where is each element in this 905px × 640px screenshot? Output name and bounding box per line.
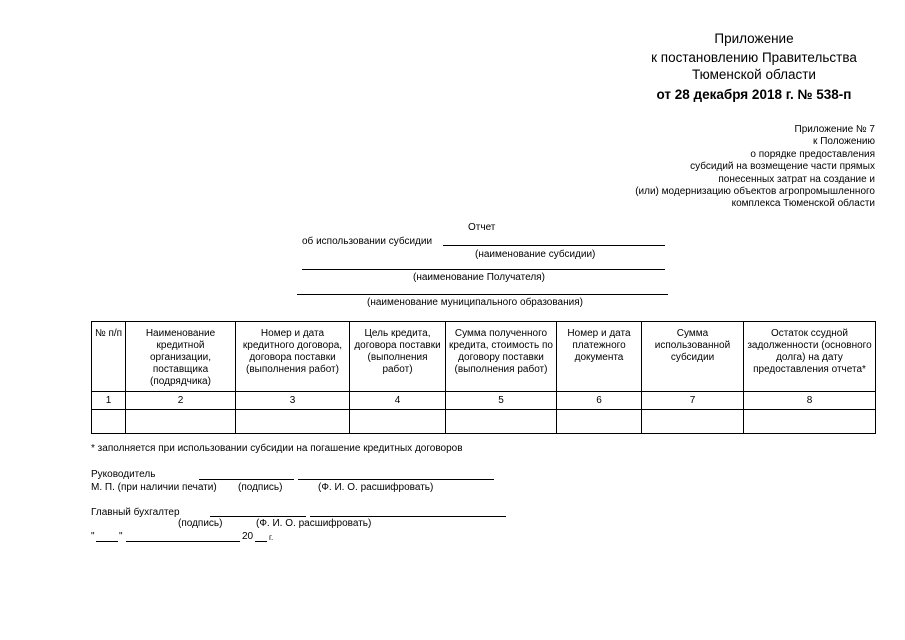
table-header-row xyxy=(92,322,876,392)
annex-line: (или) модернизацию объектов агропромышленного xyxy=(635,186,875,198)
table-cell xyxy=(446,410,557,434)
date-year-prefix: 20 xyxy=(242,531,254,542)
header-date-number: от 28 декабря 2018 г. № 538-п xyxy=(656,87,852,102)
column-header: № п/п xyxy=(92,322,126,392)
stamp-label: М. П. (при наличии печати) xyxy=(91,482,217,493)
column-header: Сумма использованной субсидии xyxy=(642,322,744,392)
subsidy-prefix: об использовании субсидии xyxy=(302,236,433,247)
annex-line: понесенных затрат на создание и xyxy=(718,173,875,185)
head-signature-line xyxy=(199,479,294,480)
table-cell xyxy=(92,410,126,434)
column-number: 7 xyxy=(642,392,744,410)
accountant-name-caption: (Ф. И. О. расшифровать) xyxy=(256,518,372,529)
municipality-line xyxy=(297,294,668,295)
column-number: 5 xyxy=(446,392,557,410)
table-cell xyxy=(557,410,642,434)
table-cell xyxy=(126,410,236,434)
column-number: 8 xyxy=(744,392,876,410)
recipient-line xyxy=(302,269,665,270)
table-cell xyxy=(236,410,350,434)
column-number: 6 xyxy=(557,392,642,410)
head-name-line xyxy=(298,479,494,480)
head-label: Руководитель xyxy=(91,469,156,480)
column-header: Остаток ссудной задолженности (основного долга) на дату предоставления отчета* xyxy=(744,322,876,392)
column-header: Номер и дата платежного документа xyxy=(557,322,642,392)
annex-line: к Положению xyxy=(813,136,875,148)
column-header: Сумма полученного кредита, стоимость по договору поставки (выполнения работ) xyxy=(446,322,557,392)
municipality-caption: (наименование муниципального образования) xyxy=(367,297,583,308)
report-table xyxy=(91,321,876,434)
date-open-quote: " xyxy=(91,531,95,542)
accountant-label: Главный бухгалтер xyxy=(91,507,180,518)
subsidy-caption: (наименование субсидии) xyxy=(475,249,596,260)
column-number: 1 xyxy=(92,392,126,410)
header-region: Тюменской области xyxy=(692,67,816,82)
footnote: * заполняется при использовании субсидии на погашение кредитных договоров xyxy=(91,443,463,454)
accountant-signature-caption: (подпись) xyxy=(178,518,223,529)
column-header: Наименование кредитной организации, поставщика (подрядчика) xyxy=(126,322,236,392)
subsidy-name-line xyxy=(443,245,665,246)
table-cell xyxy=(642,410,744,434)
column-number: 4 xyxy=(350,392,446,410)
date-year-suffix: г. xyxy=(269,533,274,542)
annex-line: субсидий на возмещение части прямых xyxy=(690,161,875,173)
annex-note xyxy=(635,124,875,211)
column-number: 2 xyxy=(126,392,236,410)
annex-line: комплекса Тюменской области xyxy=(731,198,875,210)
accountant-signature-line xyxy=(210,516,306,517)
date-day-line xyxy=(96,541,118,542)
column-number: 3 xyxy=(236,392,350,410)
table-row xyxy=(92,410,876,434)
report-title: Отчет xyxy=(468,222,496,233)
date-close-quote: " xyxy=(119,531,123,542)
table-cell xyxy=(744,410,876,434)
accountant-name-line xyxy=(310,516,506,517)
head-signature-caption: (подпись) xyxy=(238,482,283,493)
recipient-caption: (наименование Получателя) xyxy=(413,272,545,283)
column-number-row xyxy=(92,392,876,410)
annex-line: о порядке предоставления xyxy=(750,148,875,160)
head-name-caption: (Ф. И. О. расшифровать) xyxy=(318,482,434,493)
date-year-line xyxy=(255,541,267,542)
date-month-line xyxy=(126,541,240,542)
header-resolution: к постановлению Правительства xyxy=(651,50,857,65)
annex-line: Приложение № 7 xyxy=(794,124,875,135)
column-header: Цель кредита, договора поставки (выполнения работ) xyxy=(350,322,446,392)
table-cell xyxy=(350,410,446,434)
header-annex: Приложение xyxy=(714,31,794,46)
column-header: Номер и дата кредитного договора, договора поставки (выполнения работ) xyxy=(236,322,350,392)
